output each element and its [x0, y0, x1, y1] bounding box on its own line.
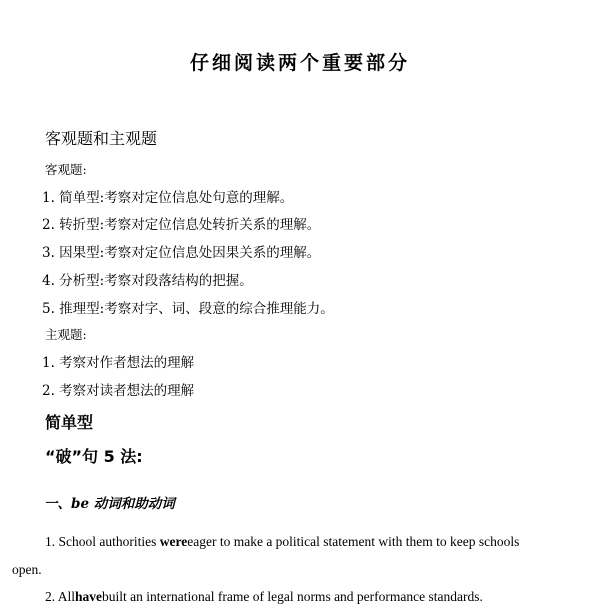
- section-heading-simple-type: 简单型: [45, 413, 94, 432]
- example-1-suffix: eager to make a political statement with them to keep schools: [187, 534, 520, 549]
- method-heading-be-verbs: 一、be 动词和助动词: [44, 496, 175, 512]
- subjective-label: 主观题:: [45, 327, 87, 342]
- example-sentence-2: [45, 589, 483, 605]
- page-title: 仔细阅读两个重要部分: [189, 52, 410, 74]
- objective-item-4: 4. 分析型:考察对段落结构的把握。: [42, 273, 253, 289]
- example-2-prefix: 2. All: [45, 589, 76, 604]
- example-sentence-1-continued: open.: [12, 562, 42, 577]
- example-1-prefix: 1. School authorities: [45, 534, 160, 549]
- example-2-suffix: built an international frame of legal norms and performance standards.: [102, 589, 483, 604]
- objective-item-5: 5. 推理型:考察对字、词、段意的综合推理能力。: [42, 301, 334, 317]
- example-sentence-1: [45, 534, 519, 550]
- example-2-bold-word: have: [75, 589, 103, 604]
- subheading-five-methods: “破”句 5 法:: [45, 447, 143, 466]
- objective-item-2: 2. 转折型:考察对定位信息处转折关系的理解。: [42, 217, 321, 233]
- subjective-item-2: 2. 考察对读者想法的理解: [42, 383, 195, 399]
- section-heading-question-types: 客观题和主观题: [45, 129, 158, 148]
- objective-item-3: 3. 因果型:考察对定位信息处因果关系的理解。: [42, 245, 321, 261]
- objective-label: 客观题:: [45, 162, 87, 177]
- subjective-item-1: 1. 考察对作者想法的理解: [42, 355, 195, 371]
- example-1-bold-word: were: [159, 534, 188, 549]
- objective-item-1: 1. 简单型:考察对定位信息处句意的理解。: [42, 190, 294, 206]
